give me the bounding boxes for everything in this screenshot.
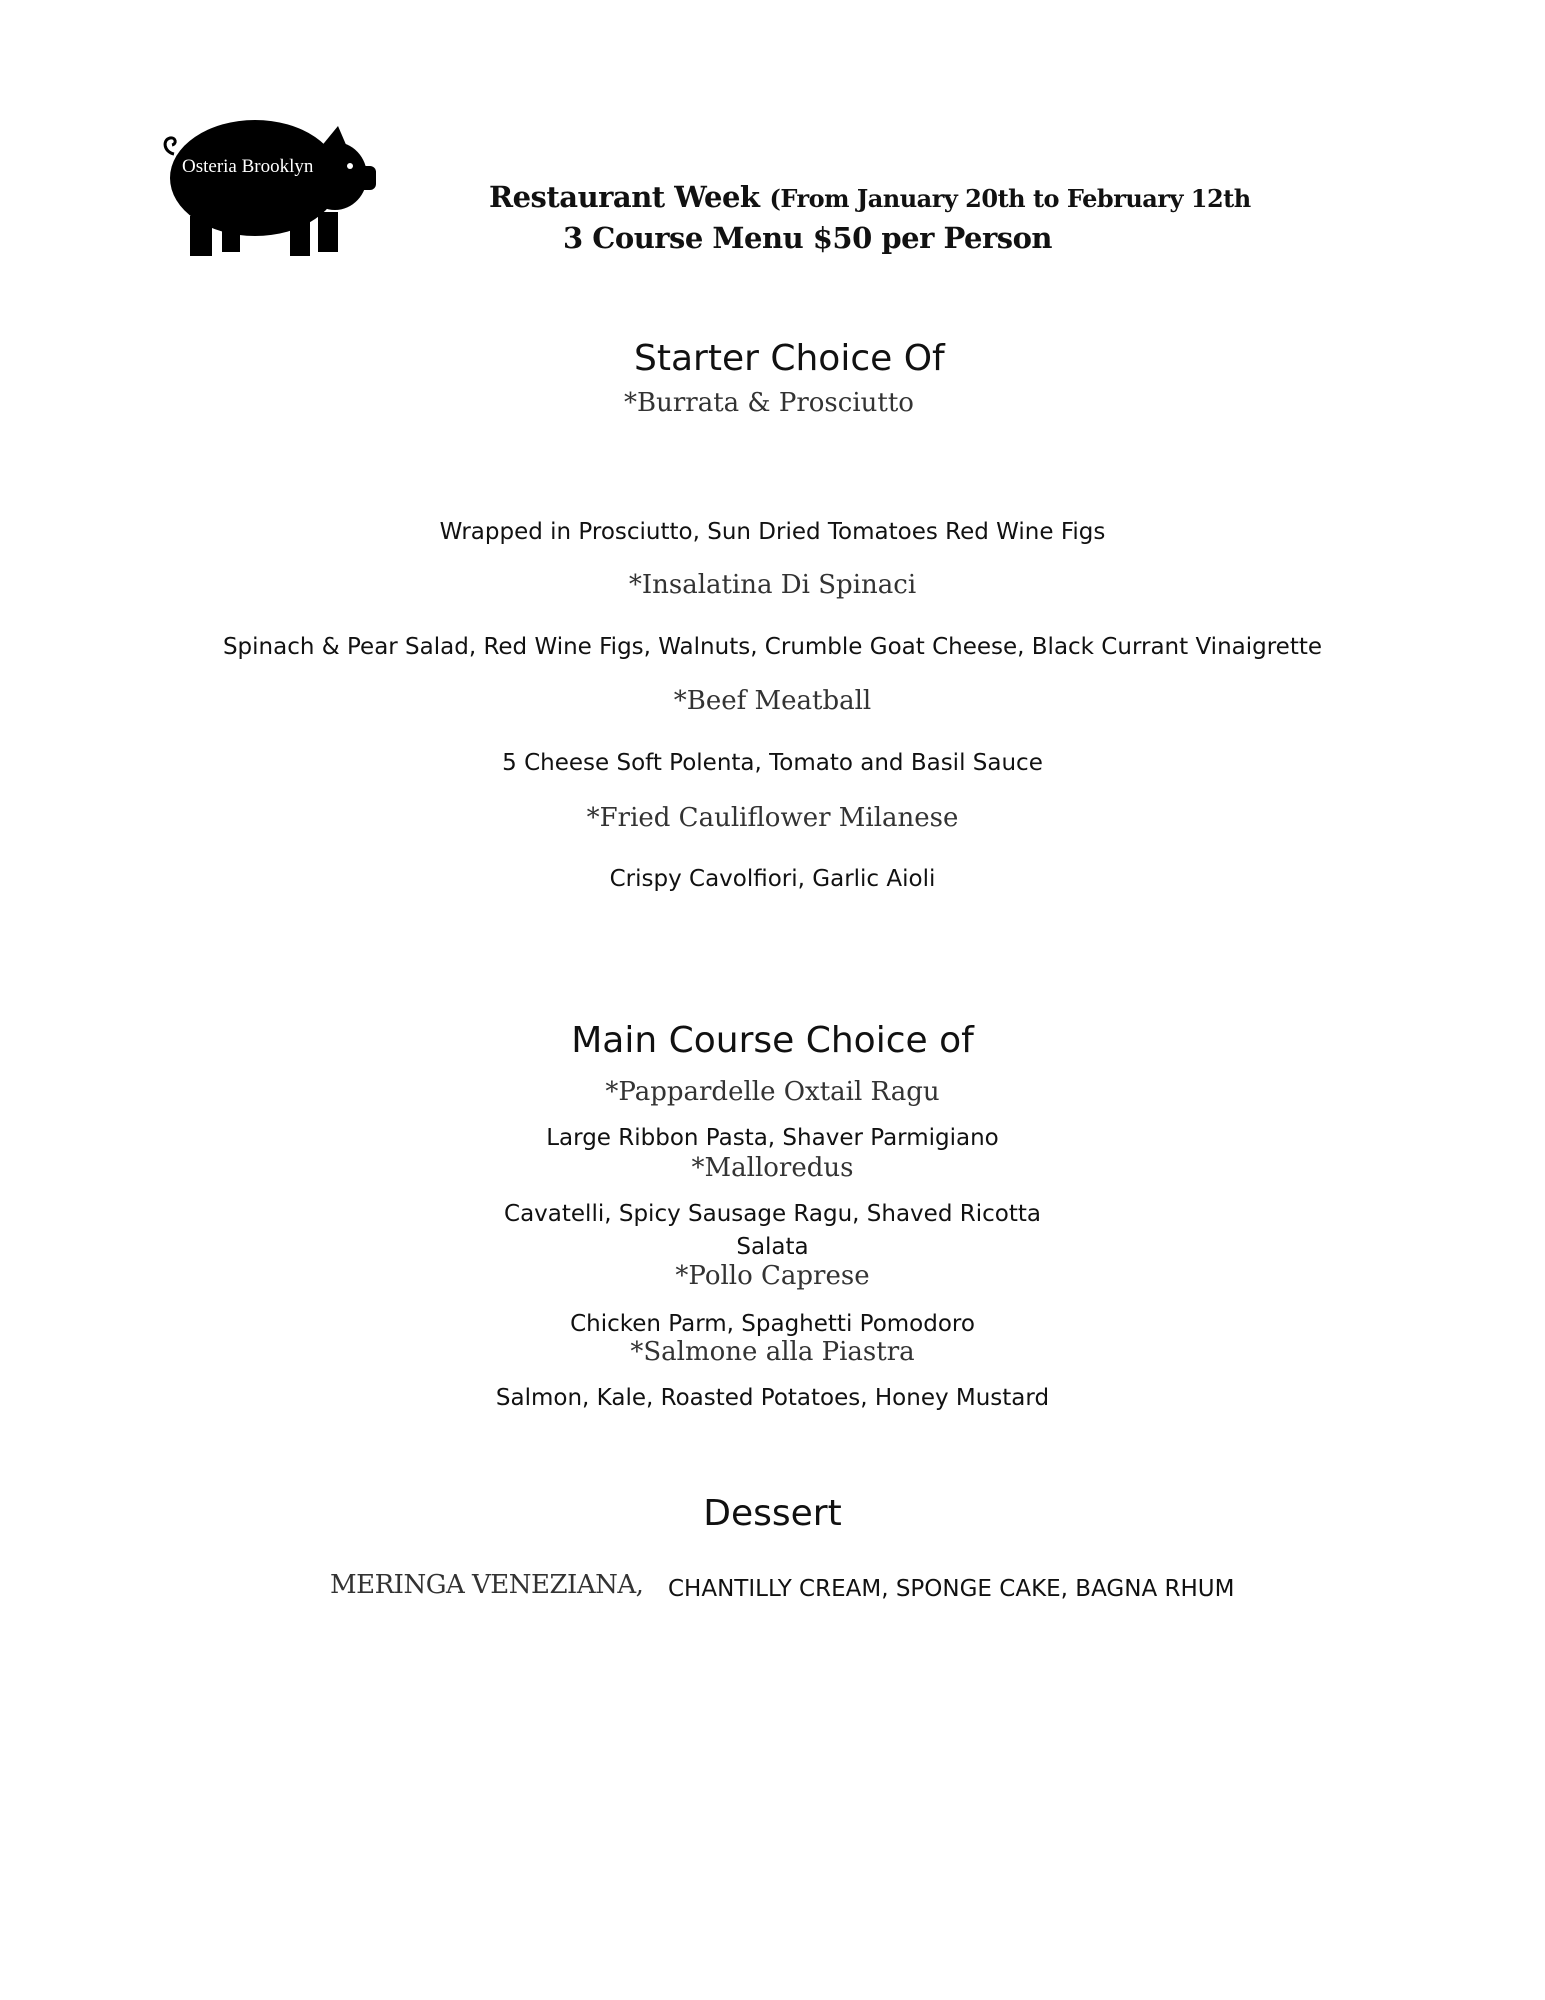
main-description: Chicken Parm, Spaghetti Pomodoro bbox=[570, 1311, 975, 1337]
starter-name: *Insalatina Di Spinaci bbox=[628, 570, 917, 600]
starter-name: *Beef Meatball bbox=[673, 686, 872, 716]
date-range: (From January 20th to February 12th bbox=[769, 184, 1251, 213]
main-name: *Malloredus bbox=[691, 1153, 854, 1183]
starter-name: *Fried Cauliflower Milanese bbox=[586, 803, 959, 833]
pig-icon bbox=[160, 108, 380, 258]
main-description: Cavatelli, Spicy Sausage Ragu, Shaved Ricotta bbox=[504, 1201, 1041, 1227]
restaurant-week-label: Restaurant Week bbox=[489, 180, 760, 214]
menu-price: 3 Course Menu $50 per Person bbox=[563, 221, 1052, 255]
main-description: Large Ribbon Pasta, Shaver Parmigiano bbox=[546, 1125, 999, 1151]
starters-title: Starter Choice Of bbox=[634, 338, 945, 379]
main-name: *Pappardelle Oxtail Ragu bbox=[605, 1077, 940, 1107]
starter-description: Wrapped in Prosciutto, Sun Dried Tomatoes Red Wine Figs bbox=[439, 519, 1106, 545]
header-title bbox=[489, 180, 1251, 214]
starter-name: *Burrata & Prosciutto bbox=[624, 388, 914, 418]
logo-text: Osteria Brooklyn bbox=[182, 156, 314, 177]
logo bbox=[160, 108, 380, 258]
main-description: Salmon, Kale, Roasted Potatoes, Honey Mustard bbox=[495, 1385, 1050, 1411]
dessert-title: Dessert bbox=[703, 1493, 842, 1534]
starter-description: Spinach & Pear Salad, Red Wine Figs, Walnuts, Crumble Goat Cheese, Black Currant Vinaigrette bbox=[222, 634, 1323, 660]
main-description-cont: Salata bbox=[736, 1234, 809, 1260]
dessert-description: CHANTILLY CREAM, SPONGE CAKE, BAGNA RHUM bbox=[668, 1576, 1235, 1602]
mains-title: Main Course Choice of bbox=[571, 1020, 974, 1061]
dessert-name: MERINGA VENEZIANA, bbox=[330, 1570, 644, 1600]
main-name: *Salmone alla Piastra bbox=[630, 1337, 915, 1367]
starter-description: 5 Cheese Soft Polenta, Tomato and Basil Sauce bbox=[502, 750, 1043, 776]
starter-description: Crispy Cavolfiori, Garlic Aioli bbox=[609, 866, 936, 892]
main-name: *Pollo Caprese bbox=[675, 1261, 870, 1291]
